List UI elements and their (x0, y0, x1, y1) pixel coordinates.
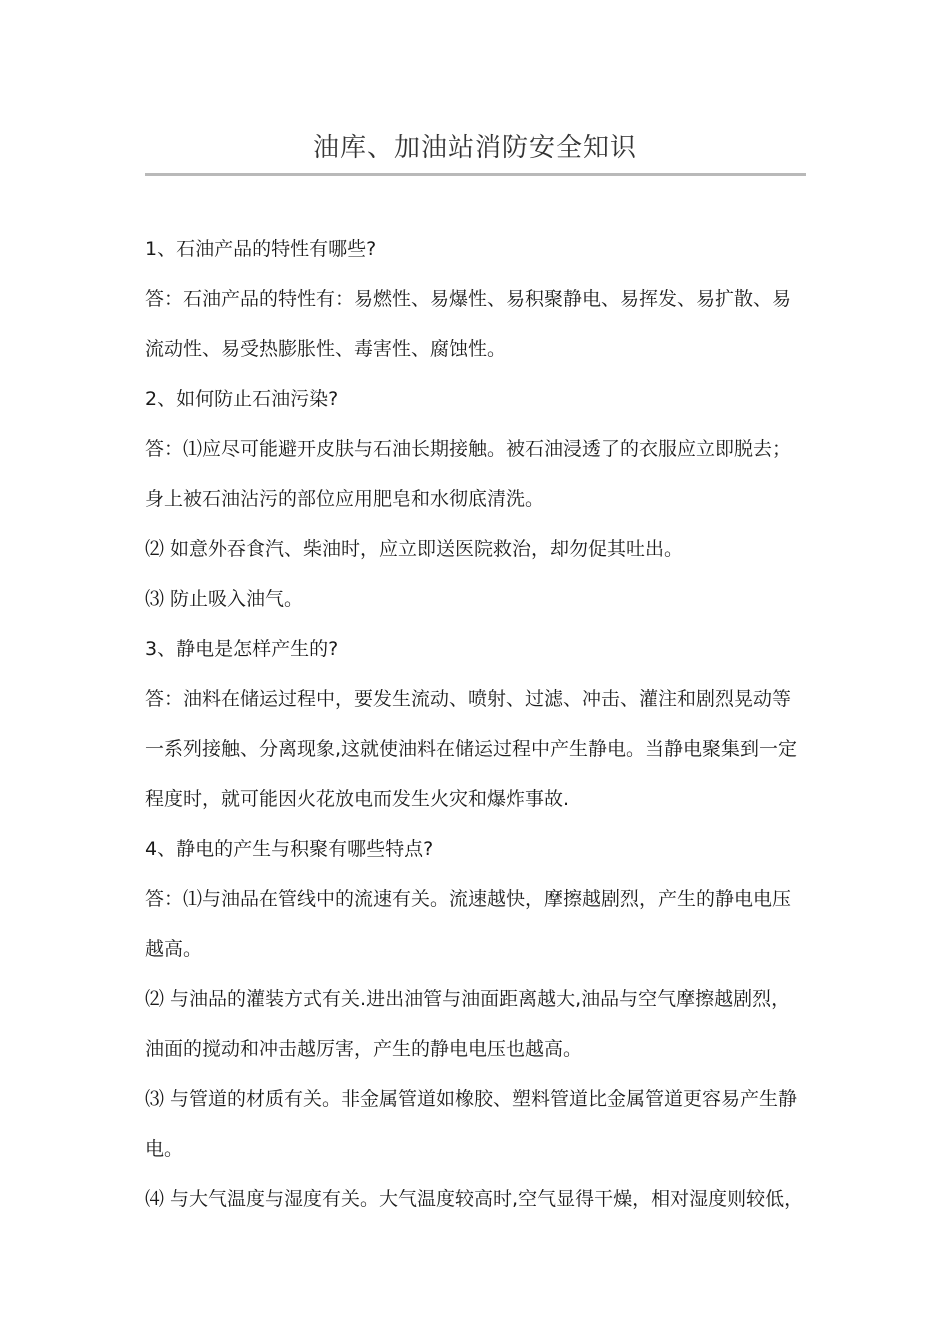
answer-2-line-3: ⑵ 如意外吞食汽、柴油时，应立即送医院救治，却勿促其吐出。 (145, 538, 684, 560)
answer-4-line-5: ⑶ 与管道的材质有关。非金属管道如橡胶、塑料管道比金属管道更容易产生静 (145, 1088, 798, 1110)
question-4: 4、静电的产生与积聚有哪些特点? (145, 838, 434, 860)
answer-3-line-1: 答：油料在储运过程中，要发生流动、喷射、过滤、冲击、灌注和剧烈晃动等 (145, 688, 792, 710)
answer-3-line-2: 一系列接触、分离现象,这就使油料在储运过程中产生静电。当静电聚集到一定 (145, 738, 798, 760)
answer-1-line-2: 流动性、易受热膨胀性、毒害性、腐蚀性。 (145, 338, 507, 360)
document-body (145, 224, 810, 1224)
question-1: 1、石油产品的特性有哪些? (145, 238, 377, 260)
answer-2-line-4: ⑶ 防止吸入油气。 (145, 588, 304, 610)
answer-4-line-6: 电。 (145, 1138, 184, 1160)
answer-4-line-3: ⑵ 与油品的灌装方式有关.进出油管与油面距离越大,油品与空气摩擦越剧烈， (145, 988, 791, 1010)
document-title: 油库、加油站消防安全知识 (312, 133, 637, 163)
answer-2-line-2: 身上被石油沾污的部位应用肥皂和水彻底清洗。 (145, 488, 545, 510)
answer-1-line-1: 答：石油产品的特性有：易燃性、易爆性、易积聚静电、易挥发、易扩散、易 (145, 288, 792, 310)
answer-3-line-3: 程度时，就可能因火花放电而发生火灾和爆炸事故. (145, 788, 570, 810)
title-divider (145, 173, 806, 176)
answer-4-line-2: 越高。 (145, 938, 203, 960)
answer-4-line-7: ⑷ 与大气温度与湿度有关。大气温度较高时,空气显得干燥，相对湿度则较低， (145, 1188, 804, 1210)
answer-4-line-4: 油面的搅动和冲击越厉害，产生的静电电压也越高。 (145, 1038, 583, 1060)
answer-4-line-1: 答：⑴与油品在管线中的流速有关。流速越快，摩擦越剧烈，产生的静电电压 (145, 888, 792, 910)
question-2: 2、如何防止石油污染? (145, 388, 339, 410)
answer-2-line-1: 答：⑴应尽可能避开皮肤与石油长期接触。被石油浸透了的衣服应立即脱去； (145, 438, 792, 460)
question-3: 3、静电是怎样产生的? (145, 638, 339, 660)
